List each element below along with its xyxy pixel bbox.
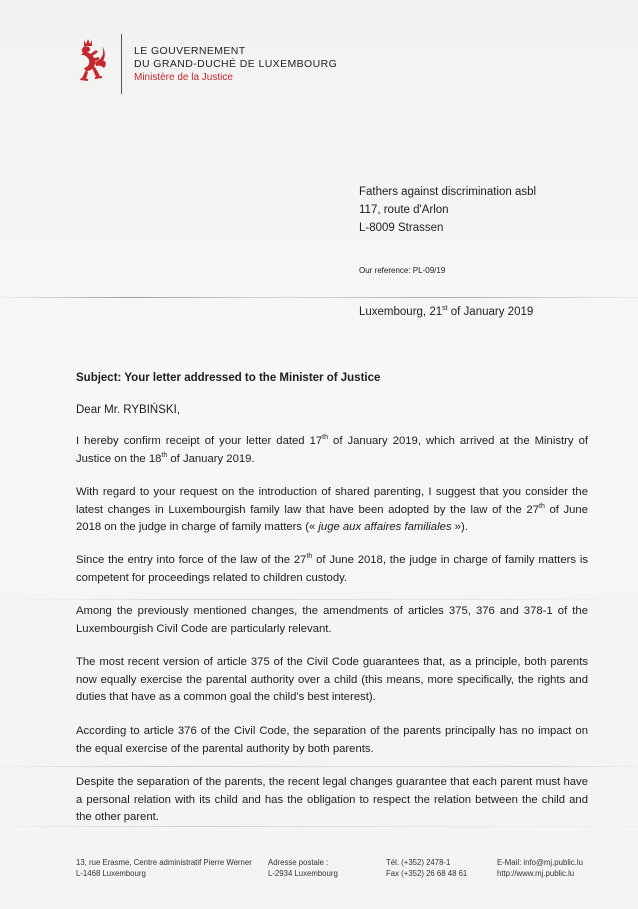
recipient-name: Fathers against discrimination asbl: [359, 186, 537, 198]
red-lion-icon: [72, 38, 110, 84]
footer-contact: [497, 857, 583, 879]
p2-sup-1: th: [539, 502, 545, 510]
subject-line: Subject: Your letter addressed to the Minister of Justice: [76, 372, 381, 384]
p1-text-c: of January 2019.: [167, 452, 255, 465]
date-rest: of January 2019: [447, 306, 534, 318]
scan-artifact-line: [0, 826, 638, 827]
gov-line-1: LE GOUVERNEMENT: [134, 45, 246, 57]
paragraph-3: [76, 552, 588, 587]
p1-sup-1: th: [322, 434, 329, 442]
footer-tel: Tél. (+352) 2478-1: [386, 858, 451, 867]
paragraph-1: [76, 433, 588, 468]
p1-text-a: I hereby confirm receipt of your letter dated 17: [76, 435, 323, 447]
p1-sup-2: th: [161, 451, 168, 459]
p3-text-a: Since the entry into force of the law of the 27: [76, 554, 307, 566]
p3-text-b: of June 2018, the judge in charge of family matters is competent for proceedings related to children custody.: [76, 554, 589, 584]
footer-city: L-1468 Luxembourg: [76, 869, 146, 878]
footer-address: [76, 857, 252, 879]
paragraph-5: The most recent version of article 375 of the Civil Code guarantees that, as a principle, both parents now equally exercise the parental authority over a child (this means, more specifically, the rights and duties that have as a common goal the child's best interest).: [76, 656, 588, 703]
footer-phone: [386, 857, 467, 879]
letter-date: [359, 306, 533, 318]
recipient-city: L-8009 Strassen: [359, 222, 444, 234]
scan-artifact-line: [0, 766, 638, 767]
paragraph-6: According to article 376 of the Civil Code, the separation of the parents principally has no impact on the equal exercise of the parental authority by both parents.: [76, 725, 588, 755]
p2-emphasis: juge aux affaires familiales: [318, 521, 452, 533]
recipient-street: 117, route d'Arlon: [359, 204, 449, 216]
footer-fax: Fax (+352) 26 68 48 61: [386, 869, 468, 878]
date-sup: st: [442, 305, 448, 313]
footer-website[interactable]: http://www.mj.public.lu: [497, 869, 575, 878]
header-divider: [121, 34, 122, 94]
reference: Our reference: PL-09/19: [359, 266, 446, 275]
p2-text-c: »).: [451, 521, 468, 533]
gov-line-2: DU GRAND-DUCHÉ DE LUXEMBOURG: [134, 58, 338, 70]
footer-email[interactable]: E-Mail: info@mj.public.lu: [497, 858, 583, 867]
p3-sup-1: th: [306, 553, 313, 561]
date-place: Luxembourg, 21: [359, 306, 443, 318]
scan-artifact-line: [0, 297, 638, 298]
p2-text-a: With regard to your request on the introduction of shared parenting, I suggest that you consider the latest changes in Luxembourgish family law that have been adopted by the law of the 27: [76, 486, 588, 516]
salutation: Dear Mr. RYBIŃSKI,: [76, 404, 180, 416]
p2-text-b: of June 2018 on the judge in charge of family matters («: [76, 503, 588, 533]
government-header: [134, 45, 337, 84]
ministry-name: Ministère de la Justice: [134, 72, 233, 83]
paragraph-2: [76, 484, 588, 537]
footer-postal-label: Adresse postale :: [268, 858, 329, 867]
paragraph-4: Among the previously mentioned changes, the amendments of articles 375, 376 and 378-1 of the Luxembourgish Civil Code are particularly relevant.: [76, 605, 588, 635]
p1-text-b: of January 2019, which arrived at the Ministry of Justice on the 18: [76, 435, 588, 465]
footer-postal: [268, 857, 338, 879]
footer-postal-city: L-2934 Luxembourg: [268, 869, 338, 878]
scan-artifact-line: [0, 599, 638, 600]
footer-street: 13, rue Erasme, Centre administratif Pierre Werner: [76, 858, 252, 867]
paragraph-7: Despite the separation of the parents, the recent legal changes guarantee that each parent must have a personal relation with its child and has the obligation to respect the relation between the child and the other parent.: [76, 776, 588, 823]
recipient-address: [359, 183, 536, 237]
